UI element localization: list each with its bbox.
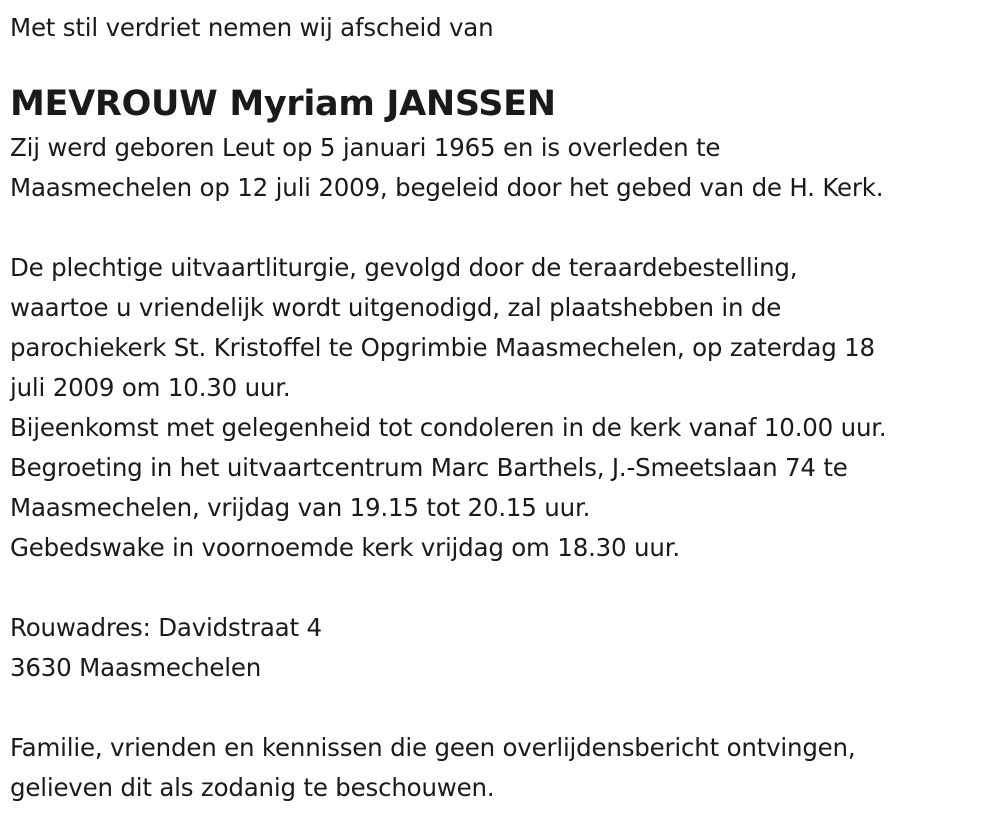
obituary-notice [10, 8, 995, 808]
deceased-name: MEVROUW Myriam JANSSEN [10, 84, 556, 124]
ceremony-line-4: juli 2009 om 10.30 uur. [10, 373, 291, 402]
ceremony-line-5: Bijeenkomst met gelegenheid tot condoleren in de kerk vanaf 10.00 uur. [10, 413, 887, 442]
closing-section [10, 728, 995, 808]
spacer [10, 568, 995, 608]
spacer [10, 688, 995, 728]
ceremony-section [10, 248, 995, 568]
closing-line-2: gelieven dit als zodanig te beschouwen. [10, 773, 495, 802]
address-line-1: Rouwadres: Davidstraat 4 [10, 613, 322, 642]
closing-line-1: Familie, vrienden en kennissen die geen overlijdensbericht ontvingen, [10, 733, 856, 762]
address-section [10, 608, 995, 688]
address-line-2: 3630 Maasmechelen [10, 653, 262, 682]
birth-line-1: Zij werd geboren Leut op 5 januari 1965 en is overleden te [10, 133, 721, 162]
ceremony-line-7: Maasmechelen, vrijdag van 19.15 tot 20.15 uur. [10, 493, 591, 522]
ceremony-line-8: Gebedswake in voornoemde kerk vrijdag om 18.30 uur. [10, 533, 680, 562]
birth-death-section [10, 128, 995, 208]
birth-line-2: Maasmechelen op 12 juli 2009, begeleid door het gebed van de H. Kerk. [10, 173, 884, 202]
spacer [10, 208, 995, 248]
intro-text: Met stil verdriet nemen wij afscheid van [10, 13, 494, 42]
ceremony-line-6: Begroeting in het uitvaartcentrum Marc Barthels, J.-Smeetslaan 74 te [10, 453, 848, 482]
ceremony-line-3: parochiekerk St. Kristoffel te Opgrimbie Maasmechelen, op zaterdag 18 [10, 333, 875, 362]
ceremony-line-1: De plechtige uitvaartliturgie, gevolgd door de teraardebestelling, [10, 253, 798, 282]
ceremony-line-2: waartoe u vriendelijk wordt uitgenodigd, zal plaatshebben in de [10, 293, 782, 322]
